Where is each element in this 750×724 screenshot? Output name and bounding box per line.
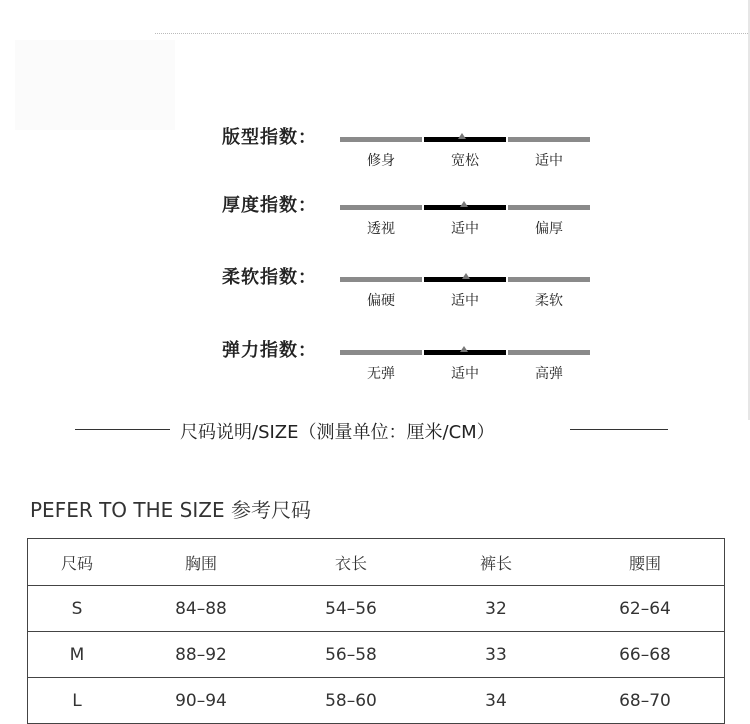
scale-option: 适中: [451, 366, 479, 382]
scale-marker-icon: [460, 346, 468, 352]
index-title: 柔软指数：: [222, 267, 317, 288]
index-row-fit: [0, 123, 750, 173]
index-scale: [340, 350, 590, 358]
scale-segment: [508, 350, 590, 355]
index-scale: [340, 277, 590, 285]
scale-option: 适中: [451, 221, 479, 237]
table-row: [28, 678, 725, 724]
scale-marker-icon: [460, 201, 468, 207]
table-cell: 33: [426, 632, 566, 678]
table-cell: 56–58: [276, 632, 426, 678]
table-cell: 34: [426, 678, 566, 724]
scale-option: 偏硬: [367, 293, 395, 309]
reference-title: PEFER TO THE SIZE 参考尺码: [30, 498, 311, 522]
table-cell: 90–94: [126, 678, 276, 724]
table-row: [28, 632, 725, 678]
scale-option: 适中: [535, 153, 563, 169]
scale-option: 透视: [367, 221, 395, 237]
table-header-cell: 裤长: [426, 539, 566, 586]
index-title: 版型指数：: [222, 127, 317, 148]
table-cell: 68–70: [566, 678, 725, 724]
scale-option: 宽松: [451, 153, 479, 169]
scale-segment: [508, 277, 590, 282]
index-row-elasticity: [0, 336, 750, 386]
scale-segment: [508, 205, 590, 210]
table-header-cell: 衣长: [276, 539, 426, 586]
scale-marker-icon: [462, 273, 470, 279]
index-scale: [340, 205, 590, 213]
table-header-cell: 尺码: [28, 539, 127, 586]
scale-option: 适中: [451, 293, 479, 309]
table-cell: 62–64: [566, 586, 725, 632]
background-block: [15, 40, 175, 130]
table-cell: 54–56: [276, 586, 426, 632]
table-cell: 88–92: [126, 632, 276, 678]
scale-option: 修身: [367, 153, 395, 169]
scale-segment: [340, 277, 422, 282]
scale-option: 偏厚: [535, 221, 563, 237]
size-table: [27, 538, 725, 724]
scale-option: 柔软: [535, 293, 563, 309]
scale-marker-icon: [458, 133, 466, 139]
table-cell: S: [28, 586, 127, 632]
scale-segment: [508, 137, 590, 142]
size-section-heading: [0, 416, 750, 444]
table-header-cell: 腰围: [566, 539, 725, 586]
table-cell: L: [28, 678, 127, 724]
table-cell: 32: [426, 586, 566, 632]
table-cell: 58–60: [276, 678, 426, 724]
heading-rule: [75, 429, 170, 430]
table-row: [28, 586, 725, 632]
table-header-row: [28, 539, 725, 586]
table-cell: 66–68: [566, 632, 725, 678]
table-cell: 84–88: [126, 586, 276, 632]
scale-option: 高弹: [535, 366, 563, 382]
index-scale: [340, 137, 590, 145]
top-divider: [155, 33, 750, 34]
scale-segment: [340, 350, 422, 355]
index-row-thickness: [0, 191, 750, 241]
table-cell: M: [28, 632, 127, 678]
index-row-softness: [0, 263, 750, 313]
index-title: 弹力指数：: [222, 340, 317, 361]
scale-segment: [340, 205, 422, 210]
heading-rule: [570, 429, 668, 430]
index-title: 厚度指数：: [222, 195, 317, 216]
size-heading-text: 尺码说明/SIZE（测量单位：厘米/CM）: [180, 422, 495, 443]
scale-segment: [340, 137, 422, 142]
scale-option: 无弹: [367, 366, 395, 382]
table-header-cell: 胸围: [126, 539, 276, 586]
